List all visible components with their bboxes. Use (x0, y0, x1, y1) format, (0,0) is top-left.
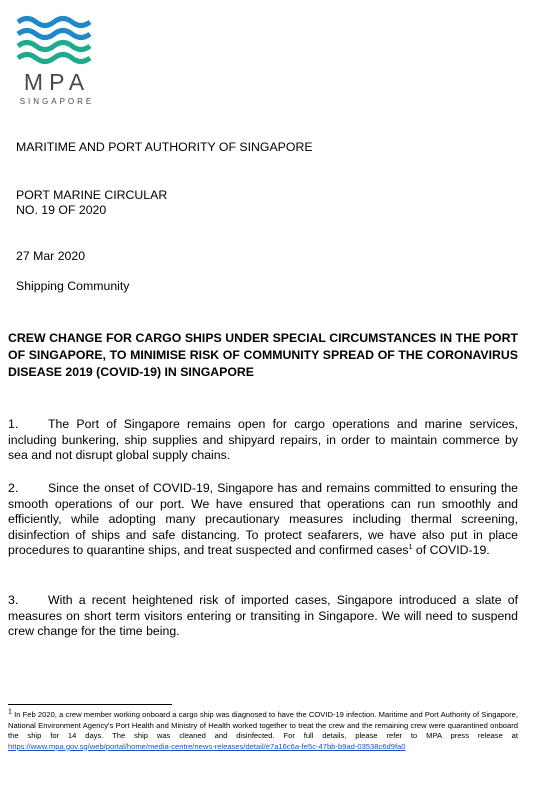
paragraph-number: 1. (8, 417, 19, 431)
footnote-divider (8, 704, 172, 705)
logo-text: MPA (23, 69, 91, 95)
addressee: Shipping Community (16, 279, 130, 293)
logo-subtext: SINGAPORE (19, 97, 95, 106)
organization-name: MARITIME AND PORT AUTHORITY OF SINGAPORE (16, 140, 313, 154)
paragraph-text-end: of COVID-19. (412, 543, 490, 557)
circular-date: 27 Mar 2020 (16, 249, 86, 263)
paragraph-3 (8, 593, 518, 640)
circular-title: CREW CHANGE FOR CARGO SHIPS UNDER SPECIAL CIRCUMSTANCES IN THE PORT OF SINGAPORE, TO MINIMISE RISK OF COMMUNITY SPREAD OF THE CORONAVIRUS DISEASE 2019 (COVID-19) IN SINGAPORE (8, 331, 518, 379)
press-release-link[interactable]: https://www.mpa.gov.sg/web/portal/home/media-centre/news-releases/detail/e7a16c6a-fe5c-47bb-b9ad-03538c6d9fa0 (8, 741, 406, 751)
mpa-wave-logo-icon (14, 14, 100, 66)
paragraph-text: With a recent heightened risk of imported cases, Singapore introduced a slate of measures on short term visitors entering or transiting in Singapore. We will need to suspend crew change for the time being. (8, 593, 518, 638)
paragraph-number: 3. (8, 593, 19, 607)
paragraph-text: Since the onset of COVID-19, Singapore has and remains committed to ensuring the smooth operations of our port. We have ensured that operations can run smoothly and efficiently, while adopting many precautionary measures including thermal screening, disinfection of ships and safe distancing. To protect seafarers, we have also put in place procedures to quarantine ships, and treat suspected and confirmed cases (8, 481, 518, 557)
mpa-logo (14, 14, 104, 114)
paragraph-2 (8, 481, 518, 559)
paragraph-1 (8, 417, 518, 464)
circular-type: PORT MARINE CIRCULAR (16, 188, 168, 202)
footnote-mark: 1 (8, 708, 12, 716)
circular-number: NO. 19 OF 2020 (16, 203, 107, 217)
footnote-reference[interactable]: 1 (408, 543, 413, 551)
footnote (8, 710, 518, 752)
footnote-text: In Feb 2020, a crew member working onboard a cargo ship was diagnosed to have the COVID-19 infection. Maritime and Port Authority of Singapore, National Environment Agency's Port Health and Ministry of Health worked together to treat the crew and the remaining crew were quarantined onboard the ship for 14 days. The ship was cleaned and disinfected. For full details, please refer to MPA press release at (8, 710, 518, 740)
paragraph-number: 2. (8, 481, 19, 495)
paragraph-text: The Port of Singapore remains open for cargo operations and marine services, including bunkering, ship supplies and shipyard repairs, in order to maintain commerce by sea and not disrupt global supply chains. (8, 417, 518, 462)
